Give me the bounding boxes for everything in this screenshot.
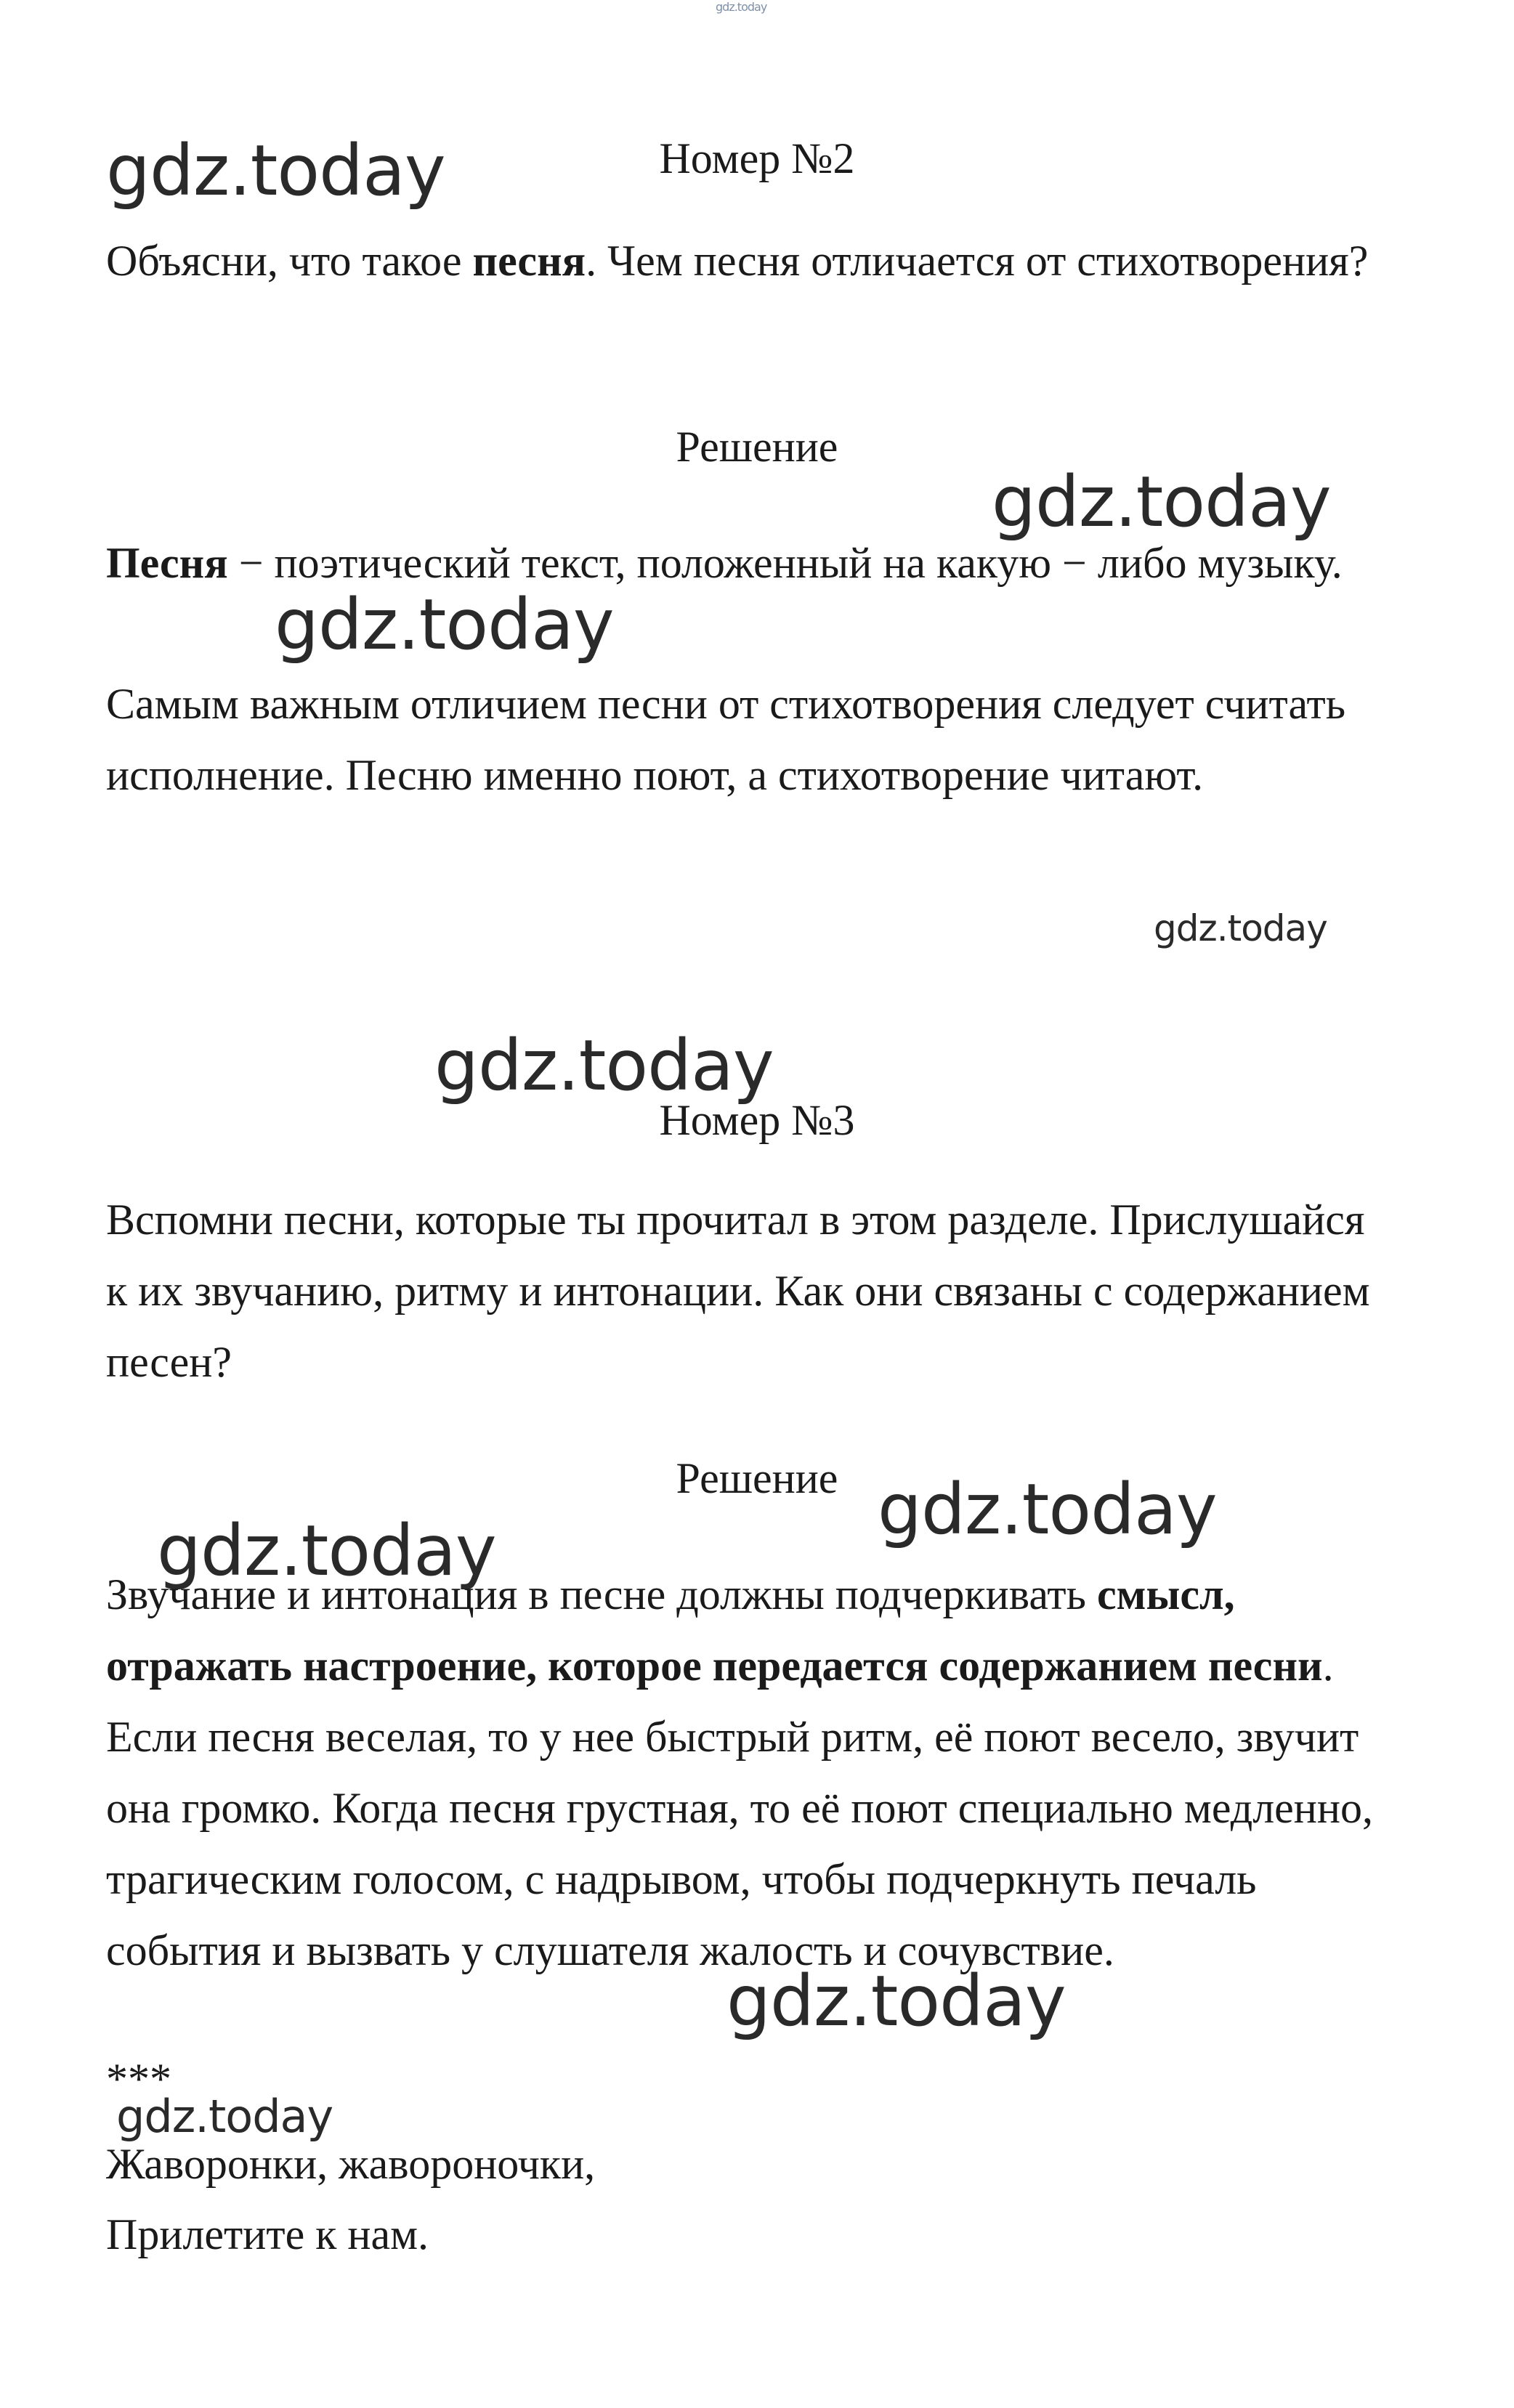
watermark-top: gdz.today bbox=[716, 0, 767, 14]
watermark: gdz.today bbox=[434, 1025, 774, 1106]
task2-solution-label: Решение bbox=[676, 423, 838, 471]
poem-line-1: Жаворонки, жавороночки, bbox=[106, 2140, 596, 2188]
watermark: gdz.today bbox=[1154, 907, 1327, 949]
task2-answer-definition: Песня − поэтический текст, положенный на какую − либо музыку. bbox=[106, 539, 1343, 587]
task3-solution-label: Решение bbox=[676, 1454, 838, 1502]
watermark: gdz.today bbox=[992, 461, 1331, 543]
task2-answer-difference: Самым важным отличием песни от стихотворения следует считать исполнение. Песню именно поют, а стихотворение читают. bbox=[106, 680, 1346, 799]
task3-answer: Звучание и интонация в песне должны подчеркивать смысл, отражать настроение, которое передается содержанием песни. Если песня веселая, то у нее быстрый ритм, её поют весело, звучит она громко. Когда песня грустная, то её поют специально медленно, трагическим голосом, с надрывом, чтобы подчеркнуть печаль события и вызвать у слушателя жалость и сочувствие. bbox=[106, 1570, 1374, 1974]
watermark: gdz.today bbox=[106, 130, 445, 211]
poem-stars: *** bbox=[106, 2055, 171, 2103]
task3-title: Номер №3 bbox=[659, 1096, 855, 1144]
task2-question: Объясни, что такое песня. Чем песня отличается от стихотворения? bbox=[106, 237, 1369, 285]
watermark: gdz.today bbox=[116, 2090, 333, 2143]
task3-question: Вспомни песни, которые ты прочитал в этом разделе. Прислушайся к их звучанию, ритму и интонации. Как они связаны с содержанием песен? bbox=[106, 1196, 1370, 1386]
watermark: gdz.today bbox=[878, 1469, 1217, 1550]
watermark: gdz.today bbox=[275, 584, 614, 665]
watermark: gdz.today bbox=[726, 1961, 1066, 2042]
task2-title: Номер №2 bbox=[659, 134, 855, 182]
watermark: gdz.today bbox=[157, 1510, 496, 1592]
poem-line-2: Прилетите к нам. bbox=[106, 2210, 429, 2258]
